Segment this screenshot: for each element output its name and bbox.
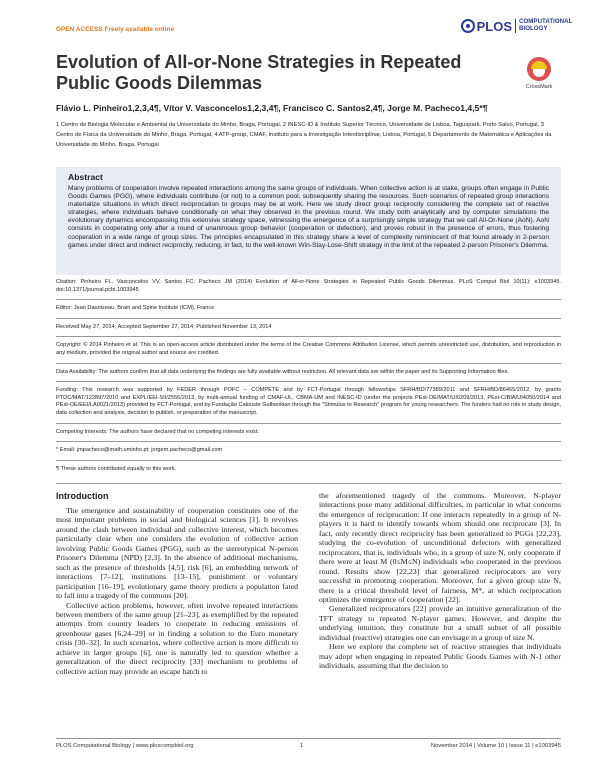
plos-logo[interactable] <box>461 15 573 37</box>
citation: Citation: Pinheiro FL, Vasconcelos VV, Santos FC, Pacheco JM (2014) Evolution of All-or-None Strategies in Repeated Public Goods Dilemmas. PLoS Comput Biol 10(11): e1003945. doi:10.1371/journal.pcbi.1003945 <box>56 279 561 293</box>
page-number: 1 <box>300 743 304 749</box>
divider <box>56 336 561 337</box>
equal-contribution: ¶ These authors contributed equally to this work. <box>56 465 177 472</box>
crossmark-button[interactable] <box>519 57 559 90</box>
introduction-heading: Introduction <box>56 491 109 501</box>
crossmark-label: CrossMark <box>525 84 553 90</box>
body-paragraph: The emergence and sustainability of cooperation constitutes one of the most important problems in social and biological sciences [1]. It revolves around the clash between individual and collective interest, which becomes particularly clear when one considers the evolution of collective action involving Public Goods Games (PGG), such as the stereotypical N-person Prisoner's Dilemma (NPD) [2,3]. In the absence of additional mechanisms, such as the presence of thresholds [4,5], risk [6], an embedding network of interactions [7–12], institutions [13–15], punishment or voluntary participation [16–19], evolutionary game theory predicts a population fated to fall into a tragedy of the commons [20]. <box>56 506 298 601</box>
affiliations: 1 Centro de Biologia Molecular e Ambiental da Universidade do Minho, Braga, Portugal, 2 INESC-ID & Instituto Superior Técnico, Universidade de Lisboa, Taguspark, Porto Salvo, Portugal, 3 Centro de Física da Universidade do Minho, Braga, Portugal, 4 ATP-group, CMAF, Instituto para a Investigação Interdisciplinar, Lisboa, Portugal, 5 Departamento de Matemática e Aplicações da Universidade do Minho, Braga, Portugal <box>56 122 552 148</box>
divider <box>56 299 561 300</box>
abstract-box <box>56 167 561 275</box>
divider <box>56 441 561 442</box>
open-access-label: OPEN ACCESS Freely available online <box>56 26 175 33</box>
footer-journal[interactable]: PLOS Computational Biology | www.ploscompbiol.org <box>56 743 194 749</box>
divider <box>56 318 561 319</box>
body-column-right <box>319 491 561 671</box>
crossmark-icon <box>527 57 551 81</box>
abstract-heading: Abstract <box>68 172 103 182</box>
plos-logo-icon <box>461 19 475 33</box>
footer-issue: November 2014 | Volume 10 | Issue 11 | e1003945 <box>430 743 561 749</box>
funding: Funding: This research was supported by FEDER through POFC – COMPETE and by FCT-Portugal through fellowships SFRH/BD/77389/2011 and SFRH/BD/86465/2012, by grants PTDC/MAT/122897/2010 and EXPL/EEI-SII/2556/2013, by multi-annual funding of CMAF-UL, CBMA-UM and INESC-ID (under the projects PEst-OE/MAT/UI0209/2013, PEst-C/BIA/UI4050/2014 and PEst-OE/EEI/LA0021/2013) provided by FCT-Portugal, and by Fundação Calouste Gulbenkian through the "Stimulus to Research" program for young researchers. The funders had no role in study design, data collection and analysis, decision to publish, or preparation of the manuscript. <box>56 387 561 416</box>
body-paragraph: Here we explore the complete set of reactive strategies that individuals may adopt when engaging in repeated Public Goods Games with N-1 other individuals, assuming that the decision to <box>319 642 561 671</box>
divider <box>56 423 561 424</box>
body-column-left <box>56 506 298 676</box>
body-paragraph: the aforementioned tragedy of the commons. Moreover, N-player interactions pose many additional difficulties, in particular in what concerns the emergence of reciprocation: If one interacts repeatedly in a group of N-players it is hard to identify towards whom should one reciprocate [3]. In fact, only recently direct reciprocity has been generalized to PGGs [22,23], studying the co-evolution of unconditional defectors with generalized reciprocators, that is, individuals who, in a group of size N, only cooperate if there were at least M (0≤M≤N) individuals who cooperated in the previous round. Results show [22,23] that generalized reciprocators are very successful in promoting cooperation. Moreover, for a given group size N, there is a critical threshold level of fairness, M*, at which reciprocation optimizes the emergence of cooperation [22]. <box>319 491 561 604</box>
body-paragraph: Generalized reciprocators [22] provide an intuitive generalization of the TFT strategy to repeated N-player games. However, and despite the underlying intuition, they constitute but a small subset of all possible individual (reactive) strategies one can envisage in a group of size N. <box>319 604 561 642</box>
divider <box>56 363 561 364</box>
journal-subtitle: COMPUTATIONAL BIOLOGY <box>515 19 561 32</box>
article-title: Evolution of All-or-None Strategies in Repeated Public Goods Dilemmas <box>56 52 462 93</box>
editor: Editor: Jean Daunizeau, Brain and Spine Institute (ICM), France <box>56 305 215 312</box>
data-availability: Data Availability: The authors confirm that all data underlying the findings are fully available without restriction. All relevant data are within the paper and its Supporting Information files. <box>56 368 509 375</box>
author-list: Flávio L. Pinheiro1,2,3,4¶, Vítor V. Vasconcelos1,2,3,4¶, Francisco C. Santos2,4¶, Jorge M. Pacheco1,4,5*¶ <box>56 103 488 113</box>
dates: Received May 27, 2014; Accepted September 27, 2014; Published November 13, 2014 <box>56 323 272 330</box>
competing-interests: Competing Interests: The authors have declared that no competing interests exist. <box>56 428 259 435</box>
page-footer <box>56 738 561 750</box>
divider <box>56 381 561 382</box>
copyright: Copyright: © 2014 Pinheiro et al. This is an open-access article distributed under the terms of the Creative Commons Attribution License, which permits unrestricted use, distribution, and reproduction in any medium, provided the original author and source are credited. <box>56 342 561 356</box>
corresponding-email: * Email: jmpacheco@math.uminho.pt; jorgem.pacheco@gmail.com <box>56 447 223 454</box>
journal-name: PLOS <box>476 18 512 34</box>
divider <box>56 460 561 461</box>
article-metadata <box>56 279 561 478</box>
abstract-text: Many problems of cooperation involve repeated interactions among the same groups of individuals. When collective action is at stake, groups often engage in Public Goods Games (PGG), where individuals contribute (or not) to a common pool, subsequently sharing the resources. Such scenarios of repeated group interactions materialize situations in which direct reciprocation to groups may be at work. Here we study direct group reciprocity considering the complete set of reactive strategies, where individuals behave conditionally on what they observed in the previous round. We study both analytically and by computer simulations the evolutionary dynamics encompassing this extensive strategy space, witnessing the emergence of a surprisingly simple strategy that we call All-Or-None (AoN). AoN consists in cooperating only after a round of unanimous group behavior (cooperation or defection), and proves robust in the presence of errors, thus fostering cooperation in a wide range of group sizes. The principles encapsulated in this strategy share a level of complexity reminiscent of that found already in 2-person games under direct and indirect reciprocity, reducing, in fact, to the well-known Win-Stay-Lose-Shift strategy in the limit of the repeated 2-person Prisoner's Dilemma. <box>68 185 549 249</box>
section-divider <box>56 483 561 484</box>
body-paragraph: Collective action problems, however, often involve repeated interactions between members of the same group [21–23], as exemplified by the repeated attempts from country leaders to cooperate in reducing emissions of greenhouse gases [6,24–29] or in finding a solution to the Euro monetary crisis [30–32]. In such scenarios, where collective action is more difficult to achieve in larger groups [6], one is naturally led to question whether a generalization of the direct reciprocity [33] mechanism to problems of collective action may provide an escape hatch to <box>56 600 298 676</box>
journal-header <box>56 15 573 45</box>
